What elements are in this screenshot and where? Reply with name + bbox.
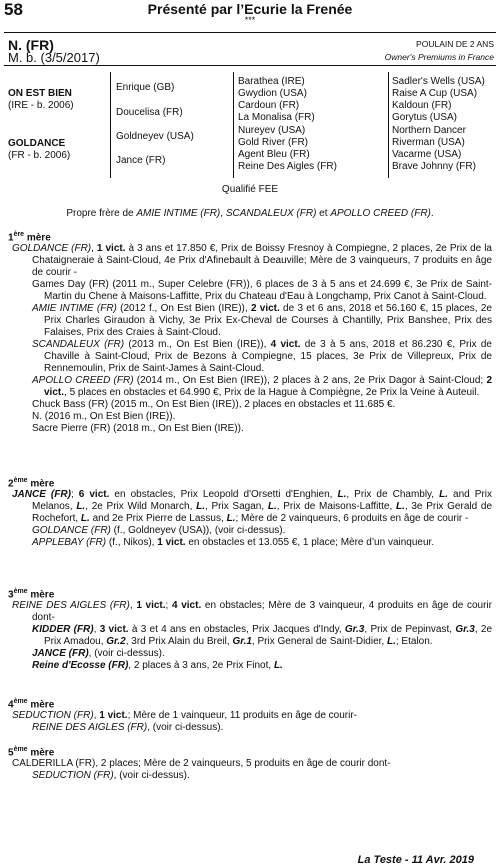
dam5-heading: 5ème mère bbox=[8, 746, 55, 759]
pedigree-sire-info: (IRE - b. 2006) bbox=[8, 100, 74, 111]
pedigree-gen2-item: Jance (FR) bbox=[116, 155, 166, 166]
offspring-item: APOLLO CREED (FR) (2014 m., On Est Bien (IRE)), 2 places à 2 ans, 2e Prix Dagor à Saint-Cloud; 2 vict., 5 places en obstacles et 64.990 €, Prix de la Hague à Compiègne, 2e Prix la Veine à Auteuil. bbox=[32, 375, 492, 398]
pedigree-gen2-item: Enrique (GB) bbox=[116, 82, 175, 93]
offspring-item: GOLDANCE (FR) (f., Goldneyev (USA)), (voir ci-dessus). bbox=[32, 525, 286, 536]
dam2-heading: 2ème mère bbox=[8, 477, 55, 490]
propre-frere-line bbox=[0, 208, 500, 219]
header-rule bbox=[4, 32, 496, 33]
dam4-section bbox=[8, 710, 492, 734]
pedigree-divider bbox=[110, 72, 111, 178]
pedigree-rule bbox=[4, 65, 496, 66]
pedigree-gen3-item: Gold River (FR) bbox=[238, 137, 309, 148]
dam1-section bbox=[8, 243, 492, 435]
pedigree-dam: GOLDANCE bbox=[8, 138, 66, 149]
offspring-item: REINE DES AIGLES (FR), (voir ci-dessus). bbox=[32, 722, 224, 733]
horse-name: N. (FR) bbox=[8, 37, 54, 53]
pedigree-gen3-item: Agent Bleu (FR) bbox=[238, 149, 310, 160]
offspring-item: SCANDALEUX (FR) (2013 m., On Est Bien (IRE)), 4 vict. de 3 à 5 ans, 2018 et 86.230 €, Prix de Chaville à Saint-Cloud, Prix de Bezons à Compiegne, 15 places, 3e Prix de Villepreux, Prix de Rennemoulin, Prix de Saint-James à Saint-Cloud. bbox=[32, 339, 492, 374]
offspring-item: Sacre Pierre (FR) (2018 m., On Est Bien (IRE)). bbox=[32, 423, 244, 434]
pedigree-gen4-item: Riverman (USA) bbox=[392, 137, 465, 148]
dam3-section bbox=[8, 600, 492, 672]
pedigree-gen4-item: Brave Johnny (FR) bbox=[392, 161, 476, 172]
pedigree-gen3-item: Cardoun (FR) bbox=[238, 100, 300, 111]
dam4-heading: 4ème mère bbox=[8, 698, 55, 711]
offspring-item: Reine d'Ecosse (FR), 2 places à 3 ans, 2e Prix Finot, L. bbox=[32, 660, 283, 671]
separator: . bbox=[430, 208, 434, 219]
offspring-item: AMIE INTIME (FR) (2012 f., On Est Bien (IRE)), 2 vict. de 3 et 6 ans, 2018 et 56.160 €, 15 places, 2e Prix Charles Giraudon à Vichy, 3e Prix Ex-Cheval de Courses à Chantilly, Prix Banshee, Prix des Falaises, Prix des Craies à Saint-Cloud. bbox=[32, 303, 492, 338]
separator: et bbox=[316, 208, 331, 219]
pedigree-sire: ON EST BIEN bbox=[8, 88, 72, 99]
pedigree-gen4-item: Northern Dancer bbox=[392, 125, 466, 136]
pedigree-gen4-item: Sadler's Wells (USA) bbox=[392, 76, 485, 87]
dam5-section bbox=[8, 758, 492, 782]
header-stars: *** bbox=[244, 15, 256, 25]
dam3-main: REINE DES AIGLES (FR), 1 vict.; 4 vict. en obstacles; Mère de 3 vainqueur, 4 produits en âge de courir dont- bbox=[12, 600, 492, 623]
offspring-item: Games Day (FR) (2011 m., Super Celebre (FR)), 6 places de 3 à 5 ans et 24.699 €, 3e Prix de Saint-Martin du Chene à Maisons-Laffitte, Prix du Chateau d'Eau à Longchamp, Prix Canot à Saint-Cloud. bbox=[32, 279, 492, 302]
pedigree-gen4-item: Vacarme (USA) bbox=[392, 149, 462, 160]
sibling-name: SCANDALEUX (FR) bbox=[225, 208, 317, 219]
pedigree-gen4-item: Raise A Cup (USA) bbox=[392, 88, 478, 99]
pedigree-dam-info: (FR - b. 2006) bbox=[8, 150, 71, 161]
dam4-main: SEDUCTION (FR), 1 vict.; Mère de 1 vainqueur, 11 produits en âge de courir- bbox=[12, 710, 357, 721]
dam1-heading: 1ère mère bbox=[8, 231, 51, 244]
dam5-main: CALDERILLA (FR), 2 places; Mère de 2 vainqueurs, 5 produits en âge de courir dont- bbox=[12, 758, 391, 769]
dam2-section bbox=[8, 489, 492, 549]
dam2-main: JANCE (FR); 6 vict. en obstacles, Prix Leopold d'Orsetti d'Enghien, L., Prix de Chambly, L. and Prix Melanos, L., 2e Prix Wild Monarch, L., Prix Sagan, L., Prix de Maisons-Laffitte, L., 3e Prix Gerald de Rochefort, L. and 2e Prix Pierre de Lassus, L.; Mère de 2 vainqueurs, 6 produits en âge de courir - bbox=[12, 489, 493, 524]
pedigree-divider bbox=[233, 72, 234, 178]
pedigree-gen3-item: Barathea (IRE) bbox=[238, 76, 305, 87]
sibling-name: APOLLO CREED (FR) bbox=[330, 208, 431, 219]
horse-description: M. b. (3/5/2017) bbox=[8, 50, 100, 65]
qualifie-note: Qualifié FEE bbox=[221, 184, 279, 195]
dam1-main: GOLDANCE (FR), 1 vict. à 3 ans et 17.850 €, Prix de Boissy Fresnoy à Compiegne, 2 places, 2e Prix de la Chataigneraie à Saint-Cloud, 4e Prix d'Afinebault à Deauville; Mère de 3 vainqueurs, 7 produits en âge de courir - bbox=[12, 243, 492, 278]
pedigree-gen3-item: Reine Des Aigles (FR) bbox=[238, 161, 337, 172]
owner-premium: Owner's Premiums in France bbox=[384, 52, 494, 62]
sibling-name: AMIE INTIME (FR) bbox=[136, 208, 221, 219]
offspring-item: SEDUCTION (FR), (voir ci-dessus). bbox=[32, 770, 190, 781]
offspring-item: Chuck Bass (FR) (2015 m., On Est Bien (IRE)), 2 places en obstacles et 11.685 €. bbox=[32, 399, 396, 410]
pedigree-gen2-item: Goldneyev (USA) bbox=[116, 131, 194, 142]
pedigree-gen3-item: Gwydion (USA) bbox=[238, 88, 307, 99]
footer-sale-info: La Teste - 11 Avr. 2019 bbox=[357, 854, 474, 866]
offspring-item: JANCE (FR), (voir ci-dessus). bbox=[32, 648, 165, 659]
horse-type: POULAIN DE 2 ANS bbox=[416, 39, 494, 49]
offspring-item: APPLEBAY (FR) (f., Nikos), 1 vict. en obstacles et 13.055 €, 1 place; Mère d’un vainqueur. bbox=[32, 537, 435, 548]
pedigree-gen3-item: La Monalisa (FR) bbox=[238, 112, 315, 123]
header-title: Présenté par l’Ecurie la Frenée bbox=[147, 1, 353, 17]
offspring-item: KIDDER (FR), 3 vict. à 3 et 4 ans en obstacles, Prix Jacques d'Indy, Gr.3, Prix de Pepinvast, Gr.3, 2e Prix Amadou, Gr.2, 3rd Prix Alain du Breil, Gr.1, Prix General de Saint-Didier, L.; Etalon. bbox=[32, 624, 493, 647]
pedigree-divider bbox=[388, 72, 389, 178]
pedigree-gen3-item: Nureyev (USA) bbox=[238, 125, 306, 136]
propre-prefix: Propre frère de bbox=[66, 208, 137, 219]
pedigree-gen4-item: Kaldoun (FR) bbox=[392, 100, 452, 111]
offspring-item: N. (2016 m., On Est Bien (IRE)). bbox=[32, 411, 176, 422]
separator: , bbox=[220, 208, 226, 219]
dam3-heading: 3ème mère bbox=[8, 588, 55, 601]
lot-number: 58 bbox=[4, 0, 23, 19]
pedigree-gen4-item: Gorytus (USA) bbox=[392, 112, 458, 123]
pedigree-gen2-item: Doucelisa (FR) bbox=[116, 107, 183, 118]
